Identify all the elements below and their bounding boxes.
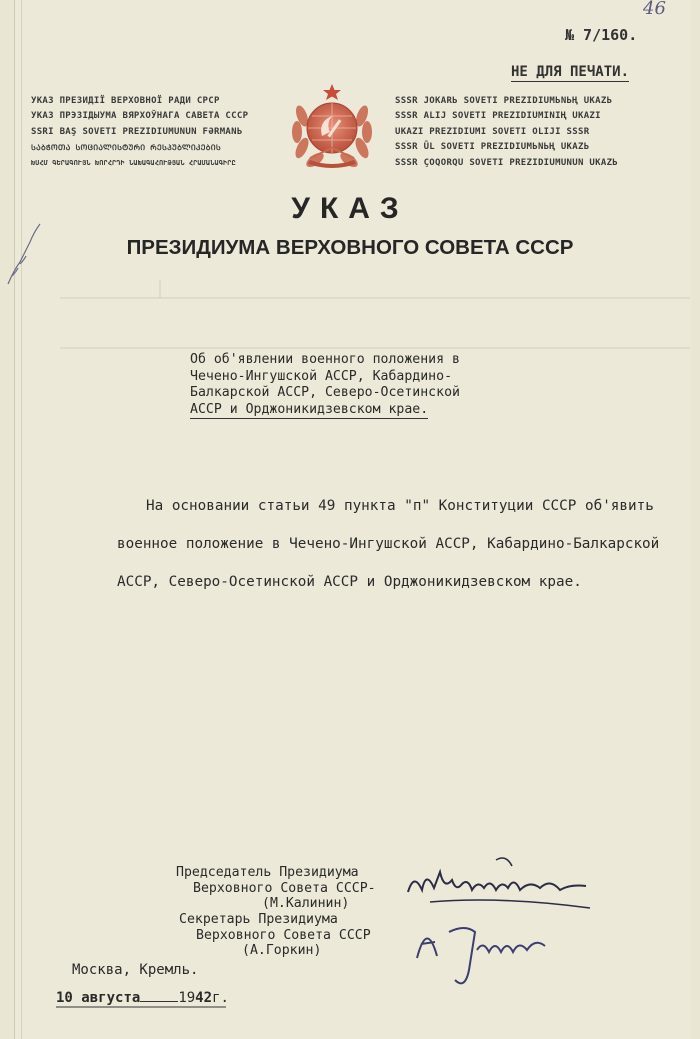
- header-lang-line: SSSR JOKARЬ SOVETI PREZIDIUMЬNЬҢ UKAZЬ: [395, 96, 613, 106]
- document-subtitle: ПРЕЗИДИУМА ВЕРХОВНОГО СОВЕТА СССР: [126, 236, 574, 259]
- secretary-title-line1: Секретарь Президиума: [179, 912, 338, 927]
- header-lang-line: SSSR ŪL SOVETI PREZIDIUMЬNЬҢ UKAZЬ: [395, 142, 590, 153]
- header-lang-line: ᲡᲐᲑᲭᲝᲗᲐ ᲡᲝᲪᲘᲐᲚᲘᲡᲢᲣᲠᲘ ᲠᲔᲡᲞᲣᲑᲚᲘᲙᲔᲑᲘᲡ: [31, 143, 222, 153]
- restriction-stamp: НЕ ДЛЯ ПЕЧАТИ.: [511, 64, 630, 80]
- date-month: августа: [81, 990, 141, 1006]
- header-lang-line: ԽՍՀՄ ԳԵՐԱԳՈՒՅՆ ԽՈՐՀՐԴԻ ՆԱԽԱԳԱՀՈՒԹՅԱՆ ՀՐԱՄԱՆԱԳԻՐԸ: [31, 158, 236, 167]
- body-line: АССР, Северо-Осетинской АССР и Орджоникидзевском крае.: [117, 574, 582, 590]
- header-lang-line: УКАЗ ПРЭЗІДЫУМА ВЯРХОЎНАГА САВЕТА СССР: [31, 111, 249, 122]
- header-lang-line: SSSR ALIJ SOVETI PREZIDIUMINIҢ UKAZI: [395, 111, 601, 122]
- secretary-title-line2: Верховного Совета СССР: [196, 928, 371, 943]
- decree-subject: [190, 352, 460, 419]
- date-line: [56, 990, 229, 1006]
- gorkin-signature-icon: [405, 910, 565, 995]
- date-underline: [56, 1006, 226, 1009]
- bleed-through-rules: [60, 280, 690, 360]
- chair-name: (М.Калинин): [262, 896, 350, 911]
- header-lang-line: УКАЗ ПРЕЗИДІЇ ВЕРХОВНОЇ РАДИ СРСР: [31, 96, 220, 106]
- archive-page-number: 46: [643, 0, 666, 19]
- date-day: 10: [56, 990, 73, 1006]
- date-year-abbr: г.: [212, 990, 229, 1006]
- document-number: № 7/160.: [565, 26, 638, 44]
- secretary-name: (А.Горкин): [242, 943, 322, 958]
- margin-note-icon: [2, 218, 42, 298]
- chair-title-line1: Председатель Президиума: [176, 865, 359, 880]
- header-languages-right: [395, 94, 618, 171]
- header-lang-line: UKAZI PREZIDIUMI SOVETI OLIJI SSSR: [395, 126, 590, 137]
- place-of-signing: Москва, Кремль.: [72, 962, 199, 978]
- subject-line: АССР и Орджоникидзевском крае.: [190, 402, 428, 420]
- subject-line: Чечено-Ингушской АССР, Кабардино-: [190, 368, 453, 384]
- state-emblem-icon: [288, 82, 376, 172]
- date-year-suffix: 42: [195, 990, 213, 1006]
- header-lang-line: SSSR ÇOQORQU SOVETI PREZIDIUMUNUN UKAZЬ: [395, 157, 619, 168]
- header-languages-left: [31, 94, 248, 171]
- header-lang-line: SSRI BAŞ SOVETI PREZIDIUMUNUN FƏRMANЬ: [31, 126, 243, 137]
- document-title: УКАЗ: [291, 192, 409, 225]
- subject-line: Об об'явлении военного положения в: [190, 352, 460, 367]
- chair-title-line2: Верховного Совета СССР-: [193, 881, 376, 896]
- date-fill-line: [140, 1001, 178, 1002]
- body-line: военное положение в Чечено-Ингушской АССР, Кабардино-Балкарской: [117, 536, 660, 552]
- subject-line: Балкарской АССР, Северо-Осетинской: [190, 385, 460, 400]
- body-line: На основании статьи 49 пункта "п" Конституции СССР об'явить: [146, 498, 654, 514]
- date-year-prefix: 19: [178, 990, 196, 1006]
